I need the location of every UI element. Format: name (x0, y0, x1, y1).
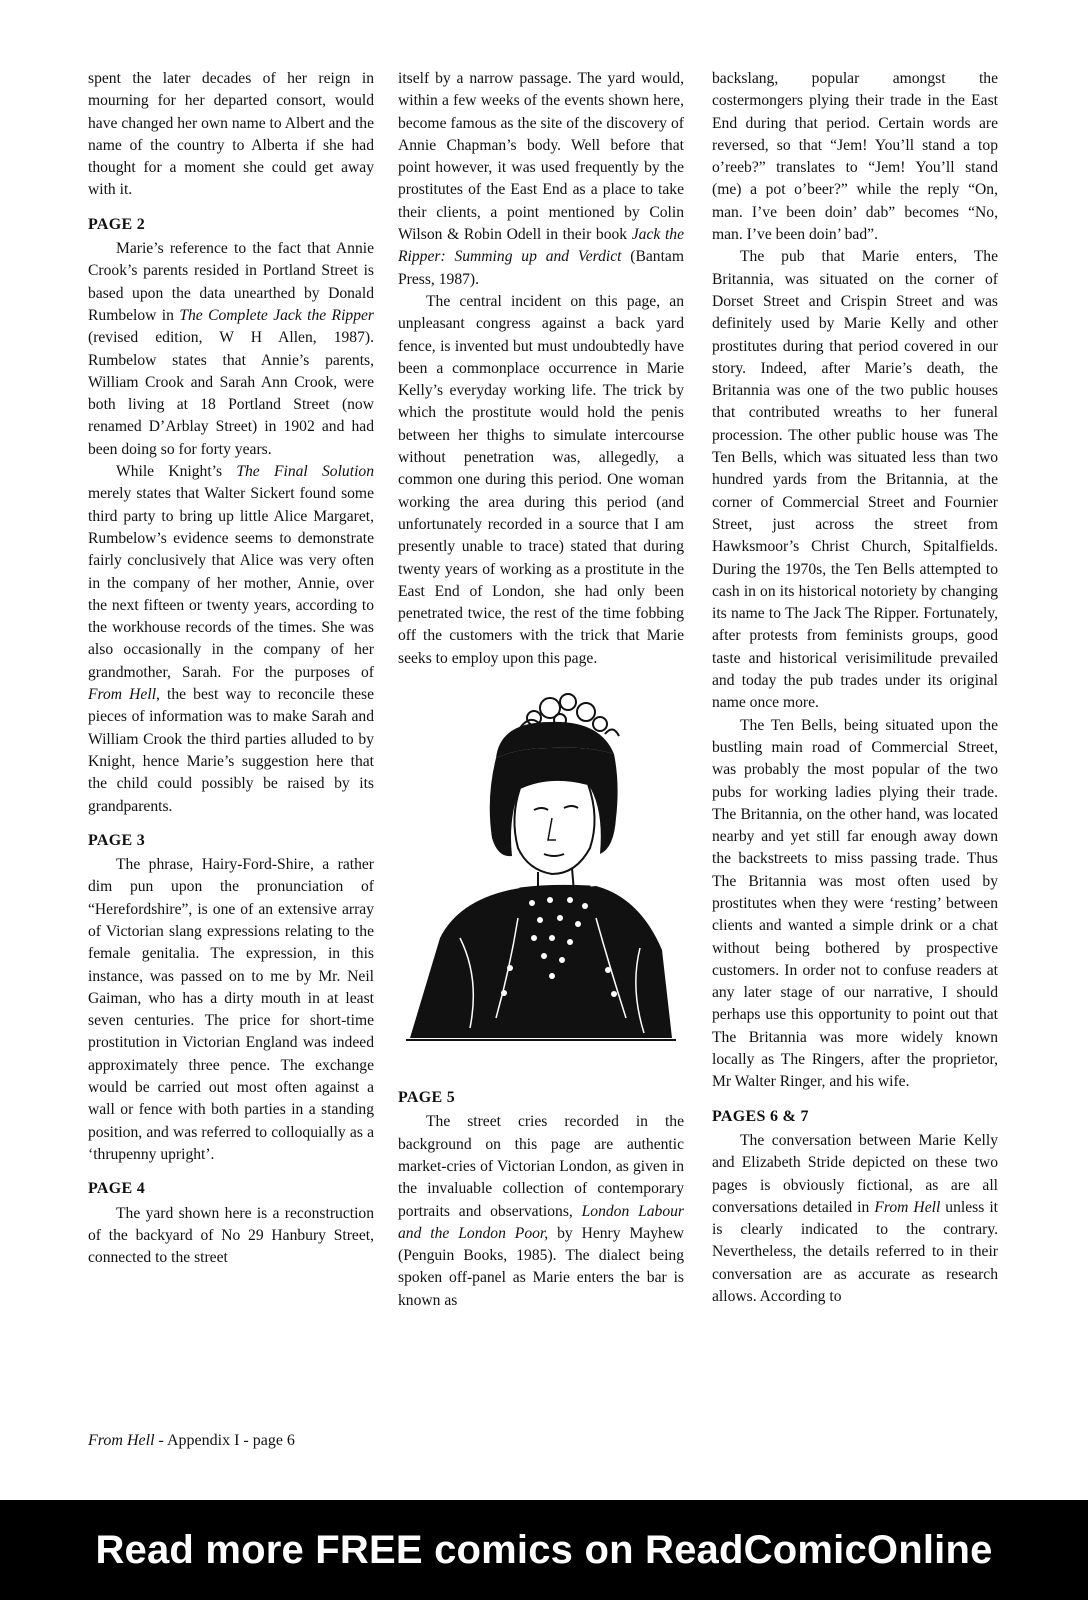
heading-page-3: PAGE 3 (88, 831, 146, 849)
heading-page-4: PAGE 4 (88, 1180, 146, 1198)
paragraph-page5: The street cries recorded in the background on this page are authentic market-cries of Victorian London, as given in the invaluable collection of contemporary portraits and observations, London Labour and the London Poor, by Henry Mayhew (Penguin Books, 1985). The dialect being spoken off-panel as Marie enters the bar is known as (398, 1113, 685, 1309)
paragraph-pages-6-7: The conversation between Marie Kelly and Elizabeth Stride depicted on these two pages is obviously fictional, as are all conversations detailed in From Hell unless it is clearly indicated to the contrary. Nevertheless, the details referred to in their conversation are as accurate as research allows. According to (712, 1131, 998, 1306)
promo-banner[interactable]: Read more FREE comics on ReadComicOnline (0, 1500, 1088, 1600)
marie-kelly-illustration (400, 688, 682, 1073)
heading-page-2: PAGE 2 (88, 215, 146, 233)
book-title: The Complete Jack the Ripper (179, 306, 374, 324)
text-column-1 (88, 68, 374, 1269)
book-title: The Final Solution (236, 463, 374, 481)
footer-page-info: - Appendix I - page 6 (154, 1432, 295, 1449)
paragraph-page5-c: The Ten Bells, being situated upon the bustling main road of Commercial Street, was probably the most popular of the two pubs for working ladies plying their trade. The Britannia, on the other hand, was located nearby and yet still far enough away down the backstreets to miss passing trade. Thus The Britannia was most often used by prostitutes when they were ‘resting’ between clients and wanted a simple drink or a chat without being bothered by prospective customers. In order not to confuse readers at any later stage of our narrative, I should perhaps use this opportunity to point out that The Britannia was more widely known locally as The Ringers, after the proprietor, Mr Walter Ringer, and his wife. (712, 716, 998, 1091)
paragraph-intro: spent the later decades of her reign in mourning for her departed consort, would have changed her own name to Albert and the name of the country to Alberta if she had thought for a moment she could get away with it. (88, 70, 374, 199)
paragraph-page4-start: The yard shown here is a reconstruction of the backyard of No 29 Hanbury Street, connected to the street (88, 1204, 374, 1267)
paragraph-page2-b: While Knight’s The Final Solution merely states that Walter Sickert found some third party to bring up little Alice Margaret, Rumbelow’s evidence seems to demonstrate fairly conclusively that Alice was very often in the company of her mother, Annie, over the next fifteen or twenty years, according to the workhouse records of the times. She was also occasionally in the company of her grandmother, Sarah. For the purposes of From Hell, the best way to reconcile these pieces of information was to make Sarah and William Crook the third parties alluded to by Knight, hence Marie’s suggestion here that the child could possibly be raised by its grandparents. (88, 463, 374, 815)
book-title: Jack the Ripper: Summing up and Verdict (398, 226, 685, 266)
text-column-2 (398, 68, 684, 1312)
heading-page-5: PAGE 5 (398, 1089, 456, 1107)
paragraph-page3: The phrase, Hairy-Ford-Shire, a rather dim pun upon the pronunciation of “Herefordshire”, is one of an extensive array of Victorian slang expressions relating to the female genitalia. The expression, in this instance, was passed on to me by Mr. Neil Gaiman, who has a dirty mouth in at least seven centuries. The price for short-time prostitution in Victorian England was indeed approximately three pence. The exchange would be carried out most often against a wall or fence with both parties in a standing position, and was referred to colloquially as a ‘thrupenny upright’. (88, 856, 374, 1163)
face (514, 780, 594, 874)
paragraph-page4-b: The central incident on this page, an unpleasant congress against a back yard fence, is invented but must undoubtedly have been a commonplace occurrence in Marie Kelly’s everyday working life. The trick by which the prostitute would hold the penis between her thighs to simulate intercourse without penetration was, allegedly, a common one during this period. One woman working the area during this period (and unfortunately recorded in a source that I am presently unable to trace) stated that during twenty years of working as a prostitute in the East End of London, she had only been penetrated twice, the rest of the time fobbing off the customers with the trick that Marie seeks to employ upon this page. (398, 292, 684, 667)
text-column-3 (712, 68, 998, 1308)
paragraph-page5-cont: backslang, popular amongst the costermongers plying their trade in the East End during that period. Certain words are reversed, so that “Jem! You’ll stand a top o’reeb?” translates to “Jem! You’ll stand (me) a pot o’beer?” while the reply “On, man. I’ve been doin’ dab” becomes “No, man. I’ve been doin’ bad”. (712, 70, 998, 244)
footer-title: From Hell (88, 1432, 155, 1449)
page-footer (88, 1432, 295, 1450)
paragraph-page5-b: The pub that Marie enters, The Britannia, was situated on the corner of Dorset Street and Crispin Street and was definitely used by Marie Kelly and other prostitutes during that period covered in our story. Indeed, after Marie’s death, the Britannia was one of the two public houses that contributed wreaths to her funeral procession. The other public house was The Ten Bells, which was situated less than two hundred yards from the Britannia, at the corner of Commercial Street and Fournier Street, just across the street from Hawksmoor’s Christ Church, Spitalfields. During the 1970s, the Ten Bells attempted to cash in on its historical notoriety by changing its name to The Jack The Ripper. Fortunately, after protests from feminists groups, good taste and historical verisimilitude prevailed and today the pub trades under its original name once more. (712, 248, 998, 712)
paragraph-page4-cont: itself by a narrow passage. The yard would, within a few weeks of the events shown here, become famous as the site of the discovery of Annie Chapman’s body. Well before that point however, it was used frequently by the prostitutes of the East End as a place to take their clients, a point mentioned by Colin Wilson & Robin Odell in their book Jack the Ripper: Summing up and Verdict (Bantam Press, 1987). (398, 70, 685, 288)
book-title: From Hell (88, 686, 157, 704)
book-title: From Hell (874, 1198, 941, 1216)
heading-pages-6-7: PAGES 6 & 7 (712, 1107, 809, 1125)
paragraph-page2-a: Marie’s reference to the fact that Annie Crook’s parents resided in Portland Street is based upon the data unearthed by Donald Rumbelow in The Complete Jack the Ripper (revised edition, W H Allen, 1987). Rumbelow states that Annie’s parents, William Crook and Sarah Ann Crook, were both living at 18 Portland Street (now renamed D’Arblay Street) in 1902 and had been doing so for forty years. (88, 240, 374, 458)
book-title: London Labour and the London Poor, (398, 1202, 684, 1242)
